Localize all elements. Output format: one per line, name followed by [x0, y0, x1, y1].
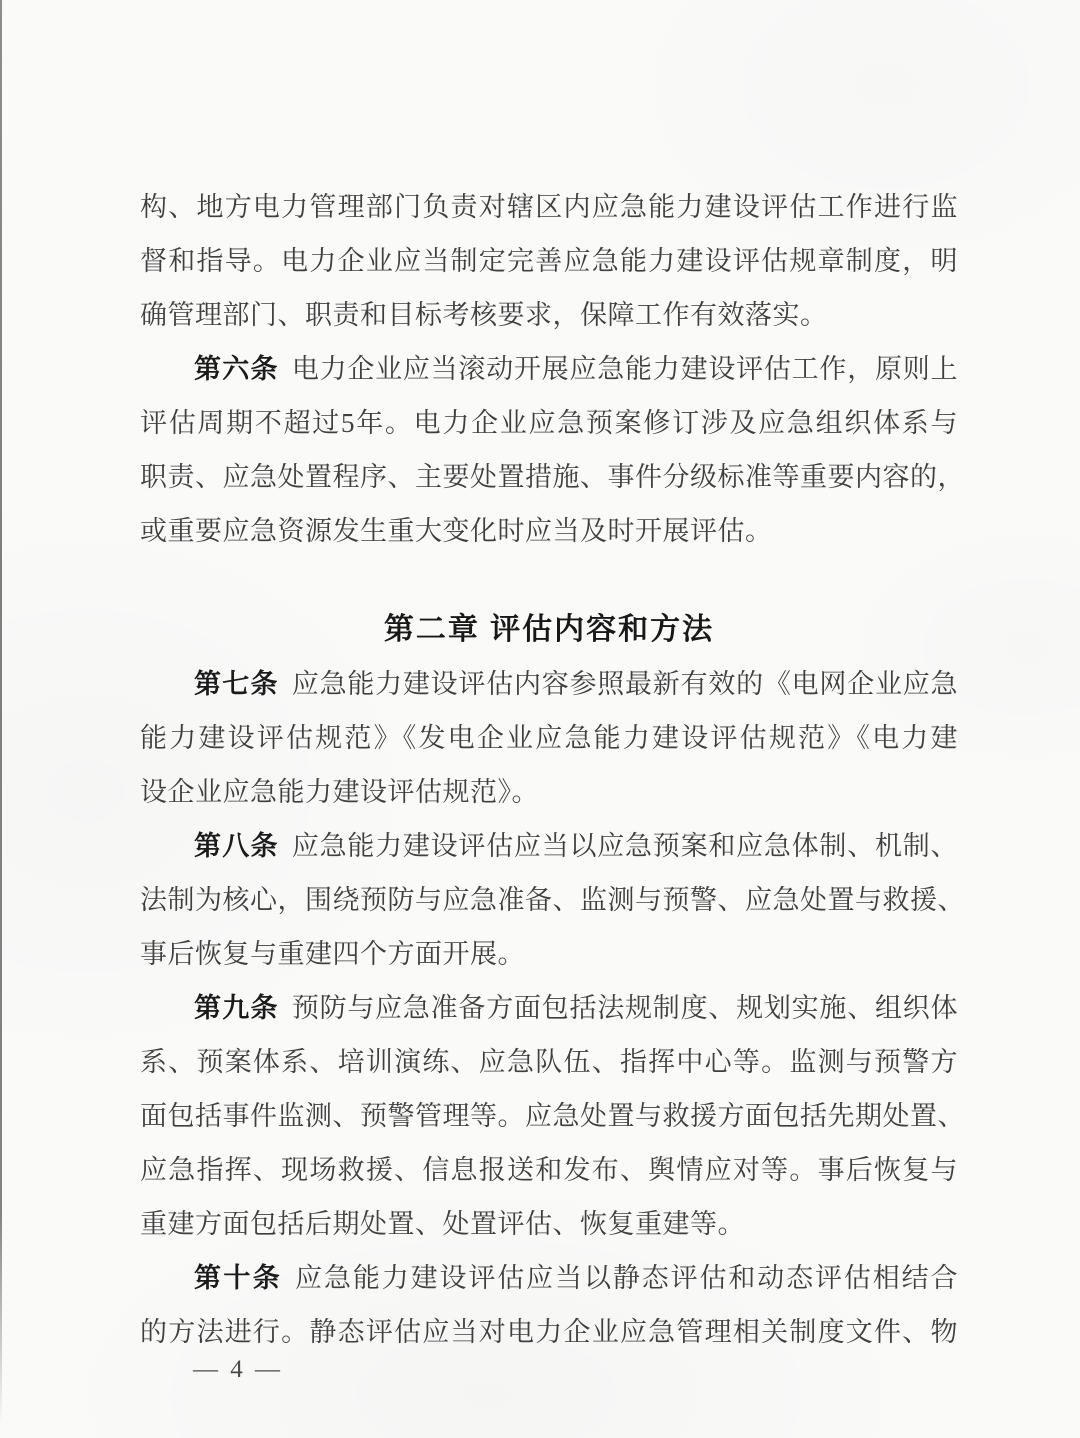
document-line: 或重要应急资源发生重大变化时应当及时开展评估。: [140, 516, 773, 546]
article-number-label: 第七条: [194, 669, 279, 699]
article-number-label: 第九条: [194, 993, 279, 1023]
article-paragraph: [140, 342, 965, 558]
document-line: 的方法进行。静态评估应当对电力企业应急管理相关制度文件、物: [140, 1317, 958, 1347]
article-first-line-text: 应急能力建设评估内容参照最新有效的《电网企业应急: [291, 669, 959, 699]
document-line: [140, 819, 958, 873]
article-number-label: 第十条: [194, 1263, 283, 1293]
article-first-line-text: 电力企业应当滚动开展应急能力建设评估工作，原则上: [291, 354, 959, 384]
document-line: 应急指挥、现场救援、信息报送和发布、舆情应对等。事后恢复与: [140, 1155, 958, 1185]
document-line: [140, 657, 958, 711]
document-line: 面包括事件监测、预警管理等。应急处置与救援方面包括先期处置、: [140, 1101, 965, 1131]
document-line: 设企业应急能力建设评估规范》。: [140, 777, 539, 807]
document-line: 评估周期不超过5年。电力企业应急预案修订涉及应急组织体系与: [140, 408, 958, 438]
article-paragraph: [140, 1251, 958, 1359]
continuation-paragraph: [140, 180, 958, 342]
article-first-line-text: 预防与应急准备方面包括法规制度、规划实施、组织体: [291, 993, 959, 1023]
chapter-heading-text: 第二章 评估内容和方法: [383, 613, 715, 646]
document-line: [140, 981, 958, 1035]
article-number-label: 第八条: [194, 831, 279, 861]
chapter-heading: [140, 603, 958, 657]
document-line: [140, 1251, 958, 1305]
page-number: — 4 —: [193, 1356, 283, 1383]
document-line: 职责、应急处置程序、主要处置措施、事件分级标准等重要内容的，: [140, 462, 965, 492]
document-line: 构、地方电力管理部门负责对辖区内应急能力建设评估工作进行监: [140, 192, 958, 222]
document-line: 重建方面包括后期处置、处置评估、恢复重建等。: [140, 1209, 745, 1239]
article-number-label: 第六条: [194, 354, 279, 384]
document-line: 事后恢复与重建四个方面开展。: [140, 939, 525, 969]
article-paragraph: [140, 657, 958, 819]
document-line: 法制为核心，围绕预防与应急准备、监测与预警、应急处置与救援、: [140, 885, 965, 915]
document-line: [140, 342, 958, 396]
document-line: 确管理部门、职责和目标考核要求，保障工作有效落实。: [140, 300, 828, 330]
article-paragraph: [140, 819, 965, 981]
article-first-line-text: 应急能力建设评估应当以应急预案和应急体制、机制、: [291, 831, 959, 861]
document-body: [140, 0, 965, 1359]
article-first-line-text: 应急能力建设评估应当以静态评估和动态评估相结合: [295, 1263, 958, 1293]
document-line: 系、预案体系、培训演练、应急队伍、指挥中心等。监测与预警方: [140, 1047, 958, 1077]
article-paragraph: [140, 981, 965, 1251]
document-line: 督和指导。电力企业应当制定完善应急能力建设评估规章制度，明: [140, 246, 958, 276]
scan-edge-artifact: [0, 0, 2, 1426]
document-line: 能力建设评估规范》《发电企业应急能力建设评估规范》《电力建: [140, 723, 958, 753]
